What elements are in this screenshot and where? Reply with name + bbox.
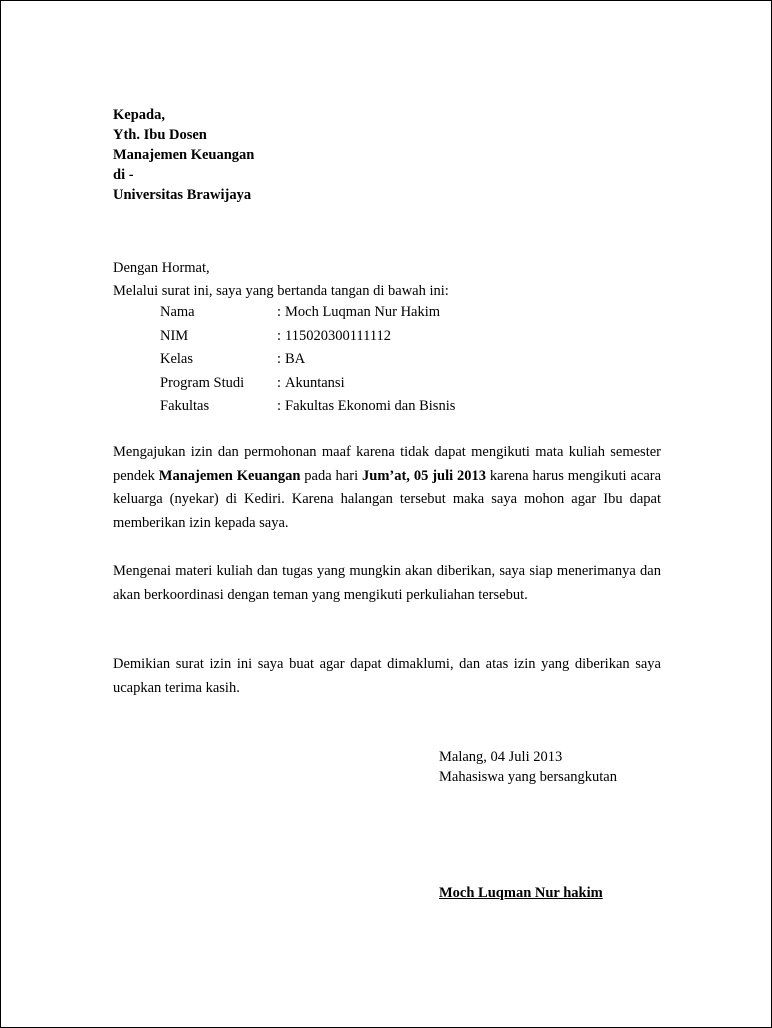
paragraph-text: karena harus mengikuti acara keluarga (nyekar) di Kediri. Karena halangan tersebut maka saya mohon agar Ibu dapat memberikan izin kepada saya. bbox=[113, 467, 662, 531]
signer-name: Moch Luqman Nur hakim bbox=[439, 885, 603, 901]
identity-label: Nama bbox=[160, 304, 195, 320]
address-line: Universitas Brawijaya bbox=[113, 187, 252, 203]
identity-separator: : bbox=[277, 327, 282, 344]
paragraph-text: Mengajukan izin dan permohonan maaf karena tidak dapat mengikuti mata kuliah semester pendek bbox=[113, 444, 661, 484]
course-name: Manajemen Keuangan bbox=[158, 467, 301, 484]
paragraph-text: pada hari bbox=[300, 467, 362, 484]
identity-label: NIM bbox=[160, 327, 189, 344]
address-line: Manajemen Keuangan bbox=[113, 147, 255, 163]
identity-label: Program Studi bbox=[160, 374, 245, 391]
identity-value: Moch Luqman Nur Hakim bbox=[285, 304, 441, 320]
identity-row-nim bbox=[160, 325, 455, 349]
identity-label: Fakultas bbox=[160, 398, 210, 414]
request-paragraph bbox=[113, 441, 661, 535]
signer-role: Mahasiswa yang bersangkutan bbox=[439, 769, 617, 785]
address-line: Yth. Ibu Dosen bbox=[113, 127, 207, 143]
identity-block bbox=[160, 301, 455, 419]
signature-block bbox=[439, 747, 617, 787]
identity-row-kelas bbox=[160, 348, 455, 372]
absence-date: Jum’at, 05 juli 2013 bbox=[362, 467, 487, 484]
place-date: Malang, 04 Juli 2013 bbox=[439, 749, 563, 765]
identity-row-nama bbox=[160, 301, 455, 325]
identity-row-program-studi bbox=[160, 372, 455, 396]
identity-value: 115020300111112 bbox=[285, 327, 392, 344]
opening bbox=[113, 257, 449, 303]
identity-separator: : bbox=[277, 398, 282, 414]
identity-separator: : bbox=[277, 304, 282, 320]
address-line: di - bbox=[113, 167, 134, 183]
greeting: Dengan Hormat, bbox=[113, 260, 210, 276]
closing-paragraph: Demikian surat izin ini saya buat agar dapat dimaklumi, dan atas izin yang diberikan saya ucapkan terima kasih. bbox=[113, 656, 661, 696]
identity-value: BA bbox=[285, 351, 306, 367]
recipient-address bbox=[113, 105, 254, 205]
identity-value: Akuntansi bbox=[285, 374, 345, 391]
intro-text: Melalui surat ini, saya yang bertanda tangan di bawah ini: bbox=[113, 283, 449, 299]
identity-separator: : bbox=[277, 374, 282, 391]
identity-separator: : bbox=[277, 351, 282, 367]
identity-value: Fakultas Ekonomi dan Bisnis bbox=[285, 398, 456, 414]
identity-label: Kelas bbox=[160, 351, 194, 367]
coursework-paragraph: Mengenai materi kuliah dan tugas yang mungkin akan diberikan, saya siap menerimanya dan akan berkoordinasi dengan teman yang mengikuti perkuliahan tersebut. bbox=[113, 563, 661, 603]
identity-row-fakultas bbox=[160, 395, 455, 419]
address-line: Kepada, bbox=[113, 107, 165, 123]
